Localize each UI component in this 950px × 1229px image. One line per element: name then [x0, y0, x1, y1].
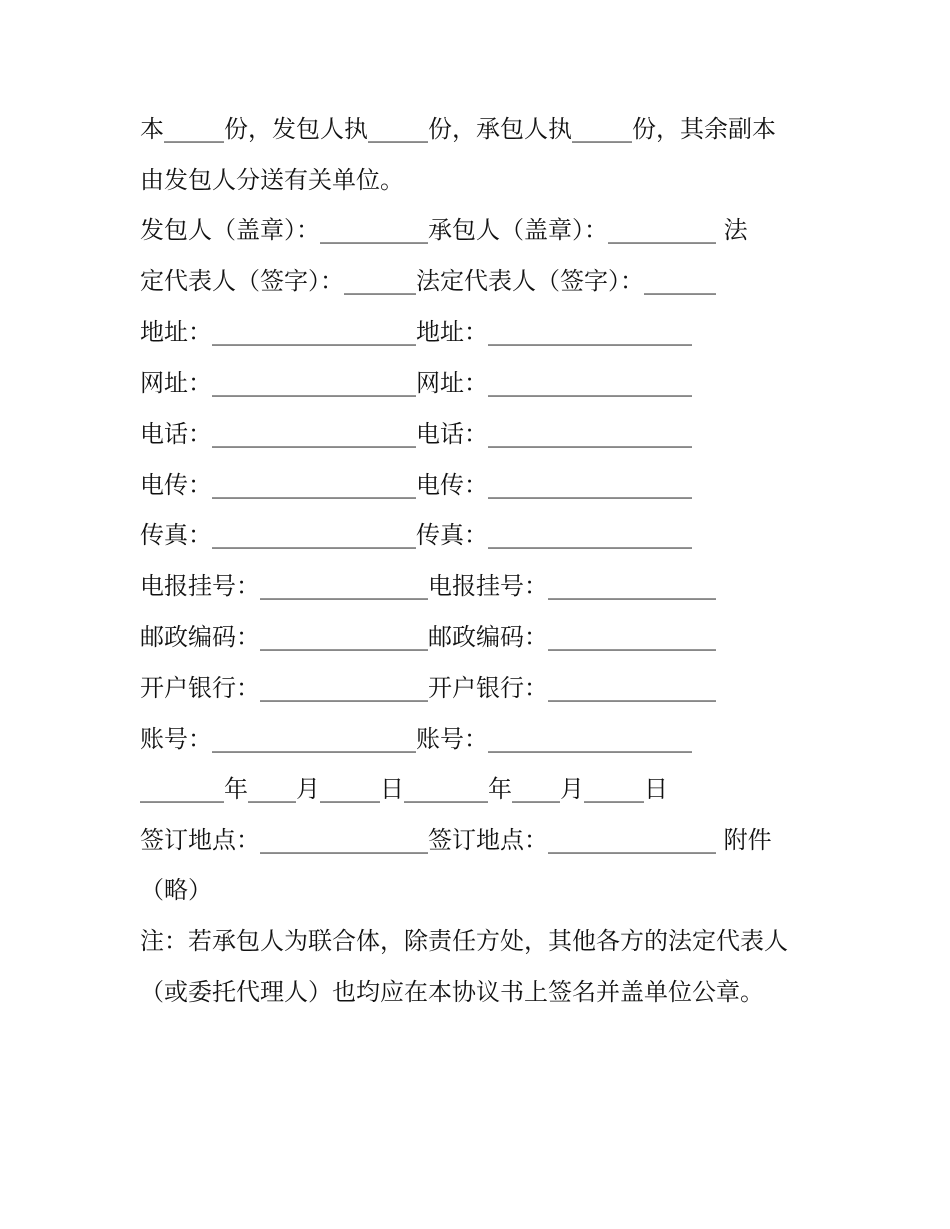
phone-line: 电话：_________________电话：_________________: [140, 420, 692, 448]
bank-line: 开户银行：______________开户银行：______________: [140, 674, 716, 702]
copies-line: 本_____份，发包人执_____份，承包人执_____份，其余副本: [140, 115, 776, 143]
note-line-2: （或委托代理人）也均应在本协议书上签名并盖单位公章。: [140, 978, 764, 1006]
date-line: _______年____月_____日_______年____月_____日: [140, 775, 668, 803]
postal-code-line: 邮政编码：______________邮政编码：______________: [140, 623, 716, 651]
address-line: 地址：_________________地址：_________________: [140, 318, 692, 346]
fax-line: 传真：_________________传真：_________________: [140, 521, 692, 549]
seal-line: 发包人（盖章）：_________承包人（盖章）：_________ 法: [140, 216, 748, 244]
account-line: 账号：_________________账号：_________________: [140, 725, 692, 753]
telex-line: 电传：_________________电传：_________________: [140, 471, 692, 499]
website-line: 网址：_________________网址：_________________: [140, 369, 692, 397]
omitted-line: （略）: [140, 876, 212, 904]
distribution-line: 由发包人分送有关单位。: [140, 166, 404, 194]
cable-address-line: 电报挂号：______________电报挂号：______________: [140, 572, 716, 600]
signing-place-line: 签订地点：______________签订地点：______________ 附件: [140, 826, 772, 854]
note-line-1: 注：若承包人为联合体，除责任方处，其他各方的法定代表人: [140, 927, 788, 955]
legal-rep-line: 定代表人（签字）：______法定代表人（签字）：______: [140, 267, 716, 295]
